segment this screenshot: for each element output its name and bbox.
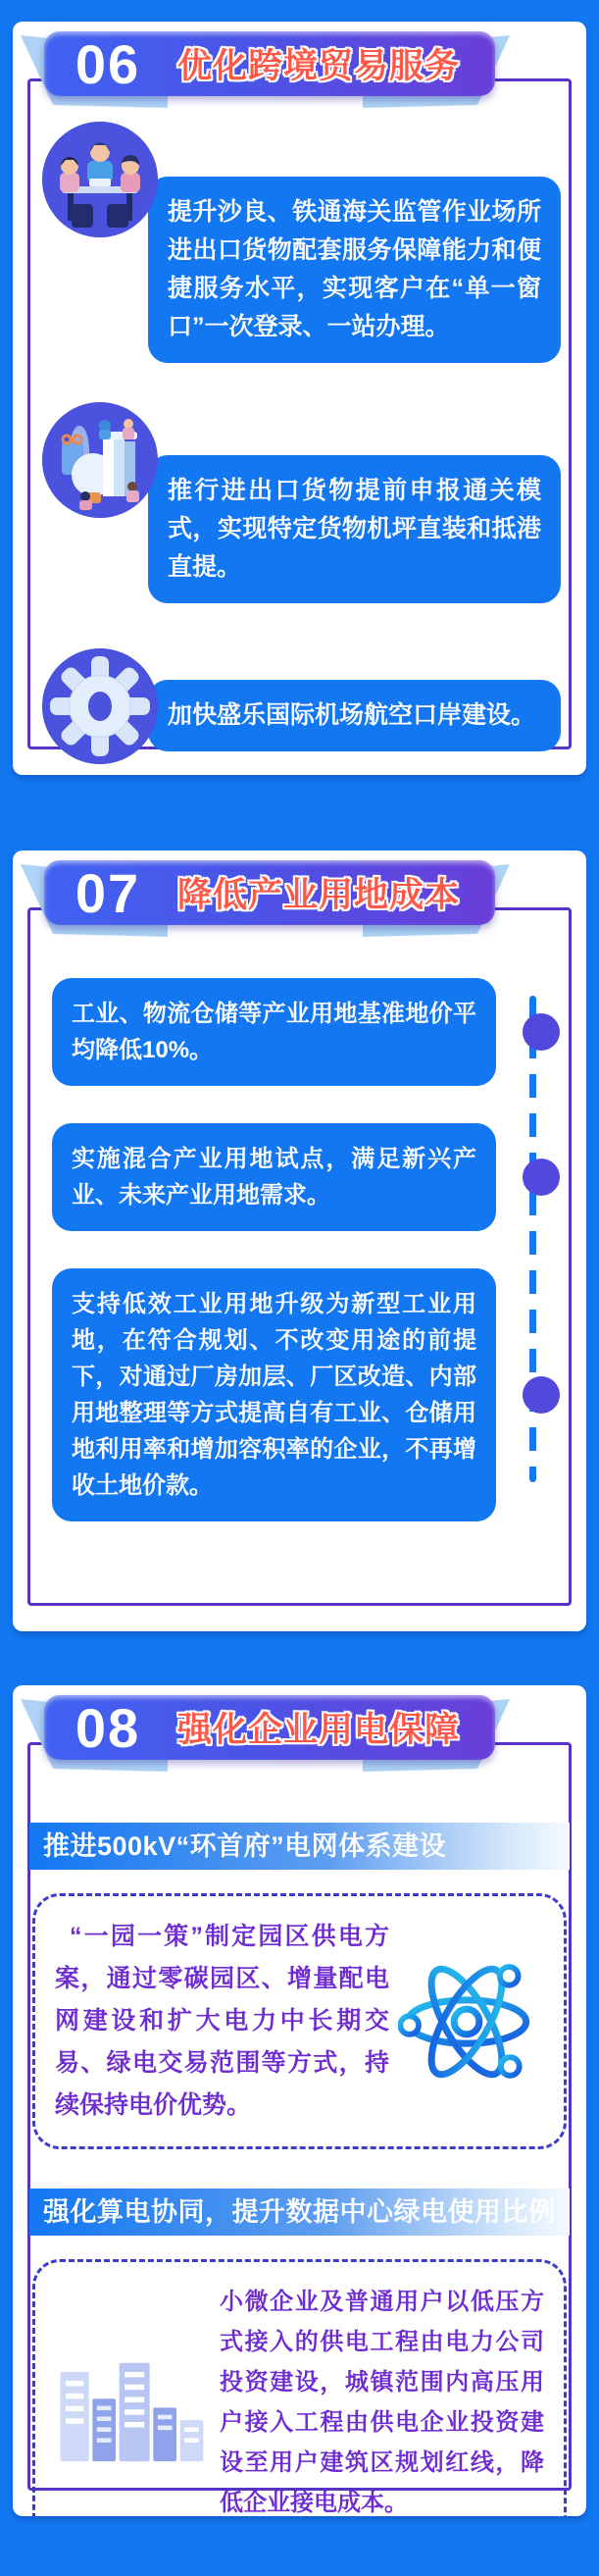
timeline-dot [523,1376,560,1414]
policy-text: 小微企业及普通用户以低压方式接入的供电工程由电力公司投资建设，城镇范围内高压用户接入工程由供电企业投资建设至用户建筑区规划红线，降低企业接电成本。 [220,2289,544,2516]
policy-text-bubble: 工业、物流仓储等产业用地基准地价平均降低10%。 [52,978,496,1086]
list-item [52,1123,586,1231]
policy-text: “一园一策”制定园区供电方案，通过零碳园区、增量配电网建设和扩大电力中长期交易、绿电交易范围等方式，持续保持电价优势。 [55,1923,389,2119]
section-title: 强化企业用电保障 [176,1711,460,1749]
policy-text-bubble: 提升沙良、铁通海关监管作业场所进出口货物配套服务保障能力和便捷服务水平，实现客户在“单一窗口”一次登录、一站办理。 [148,177,561,363]
section-07-header [13,850,586,949]
section-08-banner [44,1695,495,1760]
dashed-info-box [32,1893,567,2149]
section-title: 优化跨境贸易服务 [176,47,460,85]
section-07-banner [44,860,495,925]
section-card-07 [13,850,586,1631]
section-06-header [13,22,586,120]
gear-illustration-icon [42,648,158,764]
policy-text-bubble: 推行进出口货物提前申报通关模式，实现特定货物机坪直装和抵港直提。 [148,455,561,603]
section-number: 07 [75,861,141,924]
subsection-heading: 强化算电协同，提升数据中心绿电使用比例 [29,2189,570,2236]
list-item [42,402,561,603]
section-title: 降低产业用地成本 [176,876,460,914]
dashed-info-box [32,2259,567,2516]
list-item [42,122,561,363]
list-item [42,648,561,764]
customs-meeting-illustration-icon [42,122,158,237]
timeline-dot [523,1013,560,1051]
section-card-06 [13,22,586,775]
policy-text-bubble: 支持低效工业用地升级为新型工业用地，在符合规划、不改变用途的前提下，对通过厂房加层、厂区改造、内部用地整理等方式提高自有工业、仓储用地利用率和增加容积率的企业，不再增收土地价款。 [52,1268,496,1521]
books-lightbulb-illustration-icon [42,402,158,518]
list-item [52,978,586,1086]
buildings-icon [55,2282,220,2478]
section-number: 06 [75,32,141,95]
section-card-08 [13,1685,586,2516]
section-08-header [13,1685,586,1783]
timeline-dot [523,1159,560,1196]
list-item [52,1268,586,1521]
policy-text-bubble: 实施混合产业用地试点，满足新兴产业、未来产业用地需求。 [52,1123,496,1231]
policy-text-bubble: 加快盛乐国际机场航空口岸建设。 [148,680,561,751]
atom-icon [389,1953,544,2090]
subsection-heading: 推进500kV“环首府”电网体系建设 [29,1823,570,1870]
section-number: 08 [75,1696,141,1759]
section-06-banner [44,31,495,96]
